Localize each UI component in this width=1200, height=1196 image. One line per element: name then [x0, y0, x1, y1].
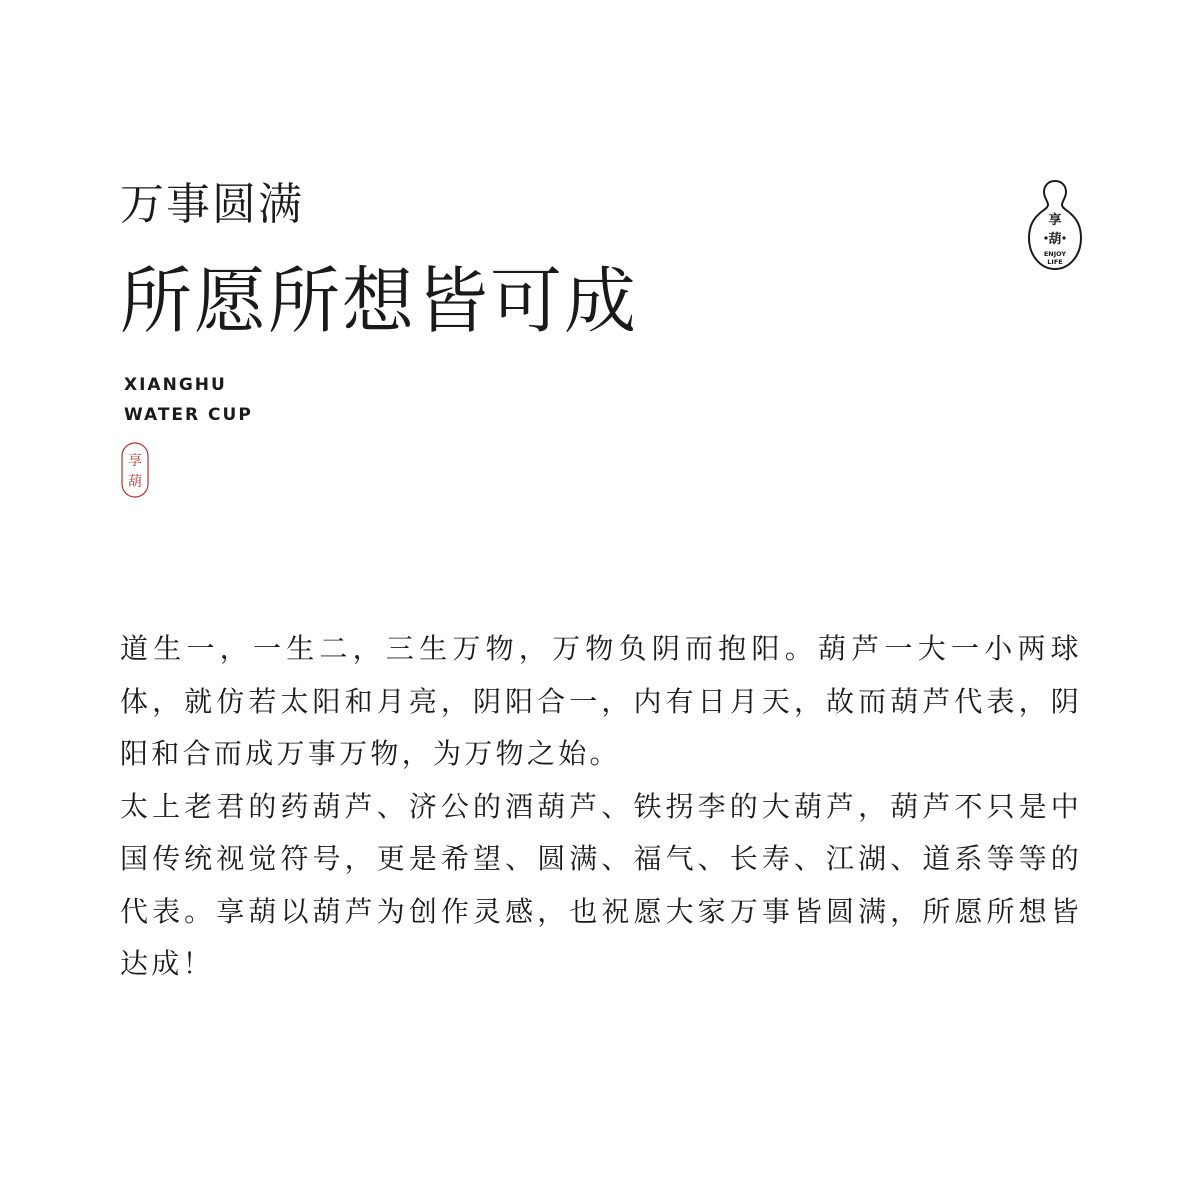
body-paragraph-2: 太上老君的药葫芦、济公的酒葫芦、铁拐李的大葫芦，葫芦不只是中国传统视觉符号，更是希望、圆满、福气、长寿、江湖、道系等等的代表。享葫以葫芦为创作灵感，也祝愿大家万事皆圆满，所愿所想皆达成！: [120, 789, 1082, 980]
seal-char-1: 享: [128, 453, 142, 469]
body-paragraph-1: 道生一，一生二，三生万物，万物负阴而抱阳。葫芦一大一小两球体，就仿若太阳和月亮，阴阳合一，内有日月天，故而葫芦代表，阴阳和合而成万事万物，为万物之始。: [120, 632, 1082, 770]
gourd-logo-icon: [1026, 178, 1084, 272]
logo-sub-2: LIFE: [1047, 258, 1063, 266]
brand-name-en: XIANGHU: [124, 375, 227, 395]
logo-sub-1: ENJOY: [1043, 250, 1067, 258]
product-name-en: WATER CUP: [124, 405, 253, 425]
seal-char-2: 葫: [128, 474, 142, 490]
logo-char-1: 享: [1048, 213, 1062, 228]
main-heading: 所愿所想皆可成: [120, 259, 639, 343]
subtitle-heading: 万事圆满: [120, 179, 304, 230]
logo-char-2: 葫: [1048, 232, 1062, 247]
body-text-block: [120, 623, 1082, 991]
red-seal-stamp: [121, 442, 149, 498]
